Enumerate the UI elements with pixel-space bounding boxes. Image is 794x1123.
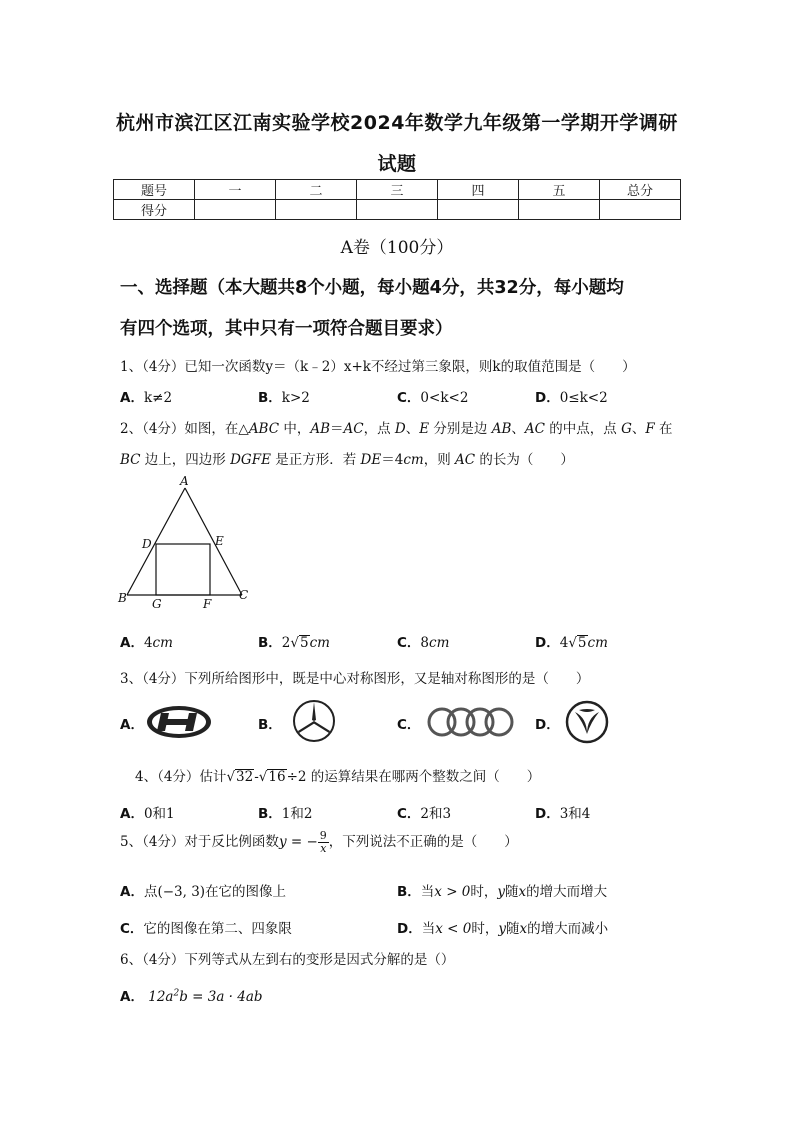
question-5: 5、（4分）对于反比例函数y = − $\frac{9}{x}$ ，下列说法不正确的是（ ） <box>120 829 518 856</box>
table-cell: 二 <box>276 180 357 200</box>
q3-option-d[interactable]: D． <box>535 717 560 733</box>
part1-heading-line2: 有四个选项，其中只有一项符合题目要求） <box>120 319 453 339</box>
score-input-cell[interactable] <box>438 200 519 220</box>
vertex-e-label: E <box>215 534 224 548</box>
q1-option-b[interactable]: B．k>2 <box>258 390 310 406</box>
vertex-b-label: B <box>118 591 127 605</box>
q4-option-c[interactable]: C．2和3 <box>397 806 452 822</box>
question-2: 2、（4分）如图，在△ABC 中，AB＝AC，点 D、E 分别是边 AB、AC 的中点，点 G、F 在 <box>120 421 673 437</box>
score-input-cell[interactable] <box>519 200 600 220</box>
q2-option-b[interactable]: B．2√5cm <box>258 635 330 651</box>
q2-option-d[interactable]: D．4√5cm <box>535 635 608 651</box>
question-2-line2: BC 边上，四边形 DGFE 是正方形．若 DE＝4cm，则 AC 的长为（ ） <box>120 452 574 468</box>
part1-heading: 一、选择题（本大题共8个小题，每小题4分，共32分，每小题均 <box>120 278 624 298</box>
vertex-g-label: G <box>152 597 162 611</box>
mercedes-logo-icon[interactable] <box>292 699 336 743</box>
score-table <box>113 179 681 220</box>
score-input-cell[interactable] <box>357 200 438 220</box>
page-title: 杭州市滨江区江南实验学校2024年数学九年级第一学期开学调研 <box>116 112 678 134</box>
q2-option-c[interactable]: C．8cm <box>397 635 450 651</box>
question-3: 3、（4分）下列所给图形中，既是中心对称图形，又是轴对称图形的是（ ） <box>120 671 590 687</box>
q3-option-b[interactable]: B． <box>258 717 282 733</box>
q1-option-d[interactable]: D．0≤k<2 <box>535 390 608 406</box>
vertex-c-label: C <box>239 588 249 602</box>
table-row <box>114 200 681 220</box>
section-label: A卷（100分） <box>340 238 454 258</box>
q5-option-b[interactable]: B．当x > 0时，y随x的增大而增大 <box>397 884 608 900</box>
q3-option-a[interactable]: A． <box>120 717 144 733</box>
table-cell: 五 <box>519 180 600 200</box>
vertex-a-label: A <box>180 474 189 488</box>
q4-option-d[interactable]: D．3和4 <box>535 806 591 822</box>
score-input-cell[interactable] <box>600 200 681 220</box>
score-input-cell[interactable] <box>276 200 357 220</box>
question-1: 1、（4分）已知一次函数y＝（k﹣2）x+k不经过第三象限，则k的取值范围是（ ） <box>120 359 636 375</box>
table-cell: 一 <box>195 180 276 200</box>
question-6: 6、（4分）下列等式从左到右的变形是因式分解的是（） <box>120 952 455 968</box>
table-row <box>114 180 681 200</box>
fraction: $\frac{9}{x}$ <box>319 829 327 856</box>
hyundai-logo-icon[interactable] <box>145 704 213 740</box>
vertex-d-label: D <box>142 537 152 551</box>
table-cell: 三 <box>357 180 438 200</box>
page-title-line2: 试题 <box>377 153 417 175</box>
q5-option-c[interactable]: C．它的图像在第二、四象限 <box>120 921 292 937</box>
table-cell: 总分 <box>600 180 681 200</box>
q4-option-a[interactable]: A．0和1 <box>120 806 175 822</box>
table-cell: 得分 <box>114 200 195 220</box>
q1-option-a[interactable]: A．k≠2 <box>120 390 173 406</box>
score-input-cell[interactable] <box>195 200 276 220</box>
q3-option-c[interactable]: C． <box>397 717 421 733</box>
q2-option-a[interactable]: A．4cm <box>120 635 173 651</box>
q5-option-d[interactable]: D．当x < 0时，y随x的增大而减小 <box>397 921 609 937</box>
q5-option-a[interactable]: A．点(−3, 3)在它的图像上 <box>120 884 287 900</box>
dongfeng-logo-icon[interactable] <box>565 700 609 744</box>
q6-option-a[interactable]: A． $12a^2b = 3a \cdot 4ab$ <box>120 988 263 1005</box>
q4-option-b[interactable]: B．1和2 <box>258 806 313 822</box>
table-cell: 题号 <box>114 180 195 200</box>
question-4: 4、（4分）估计√32-√16÷2 的运算结果在哪两个整数之间（ ） <box>135 769 541 785</box>
audi-rings-icon[interactable] <box>426 706 516 738</box>
table-cell: 四 <box>438 180 519 200</box>
triangle-figure <box>112 473 262 615</box>
vertex-f-label: F <box>203 597 212 611</box>
q1-option-c[interactable]: C．0<k<2 <box>397 390 469 406</box>
